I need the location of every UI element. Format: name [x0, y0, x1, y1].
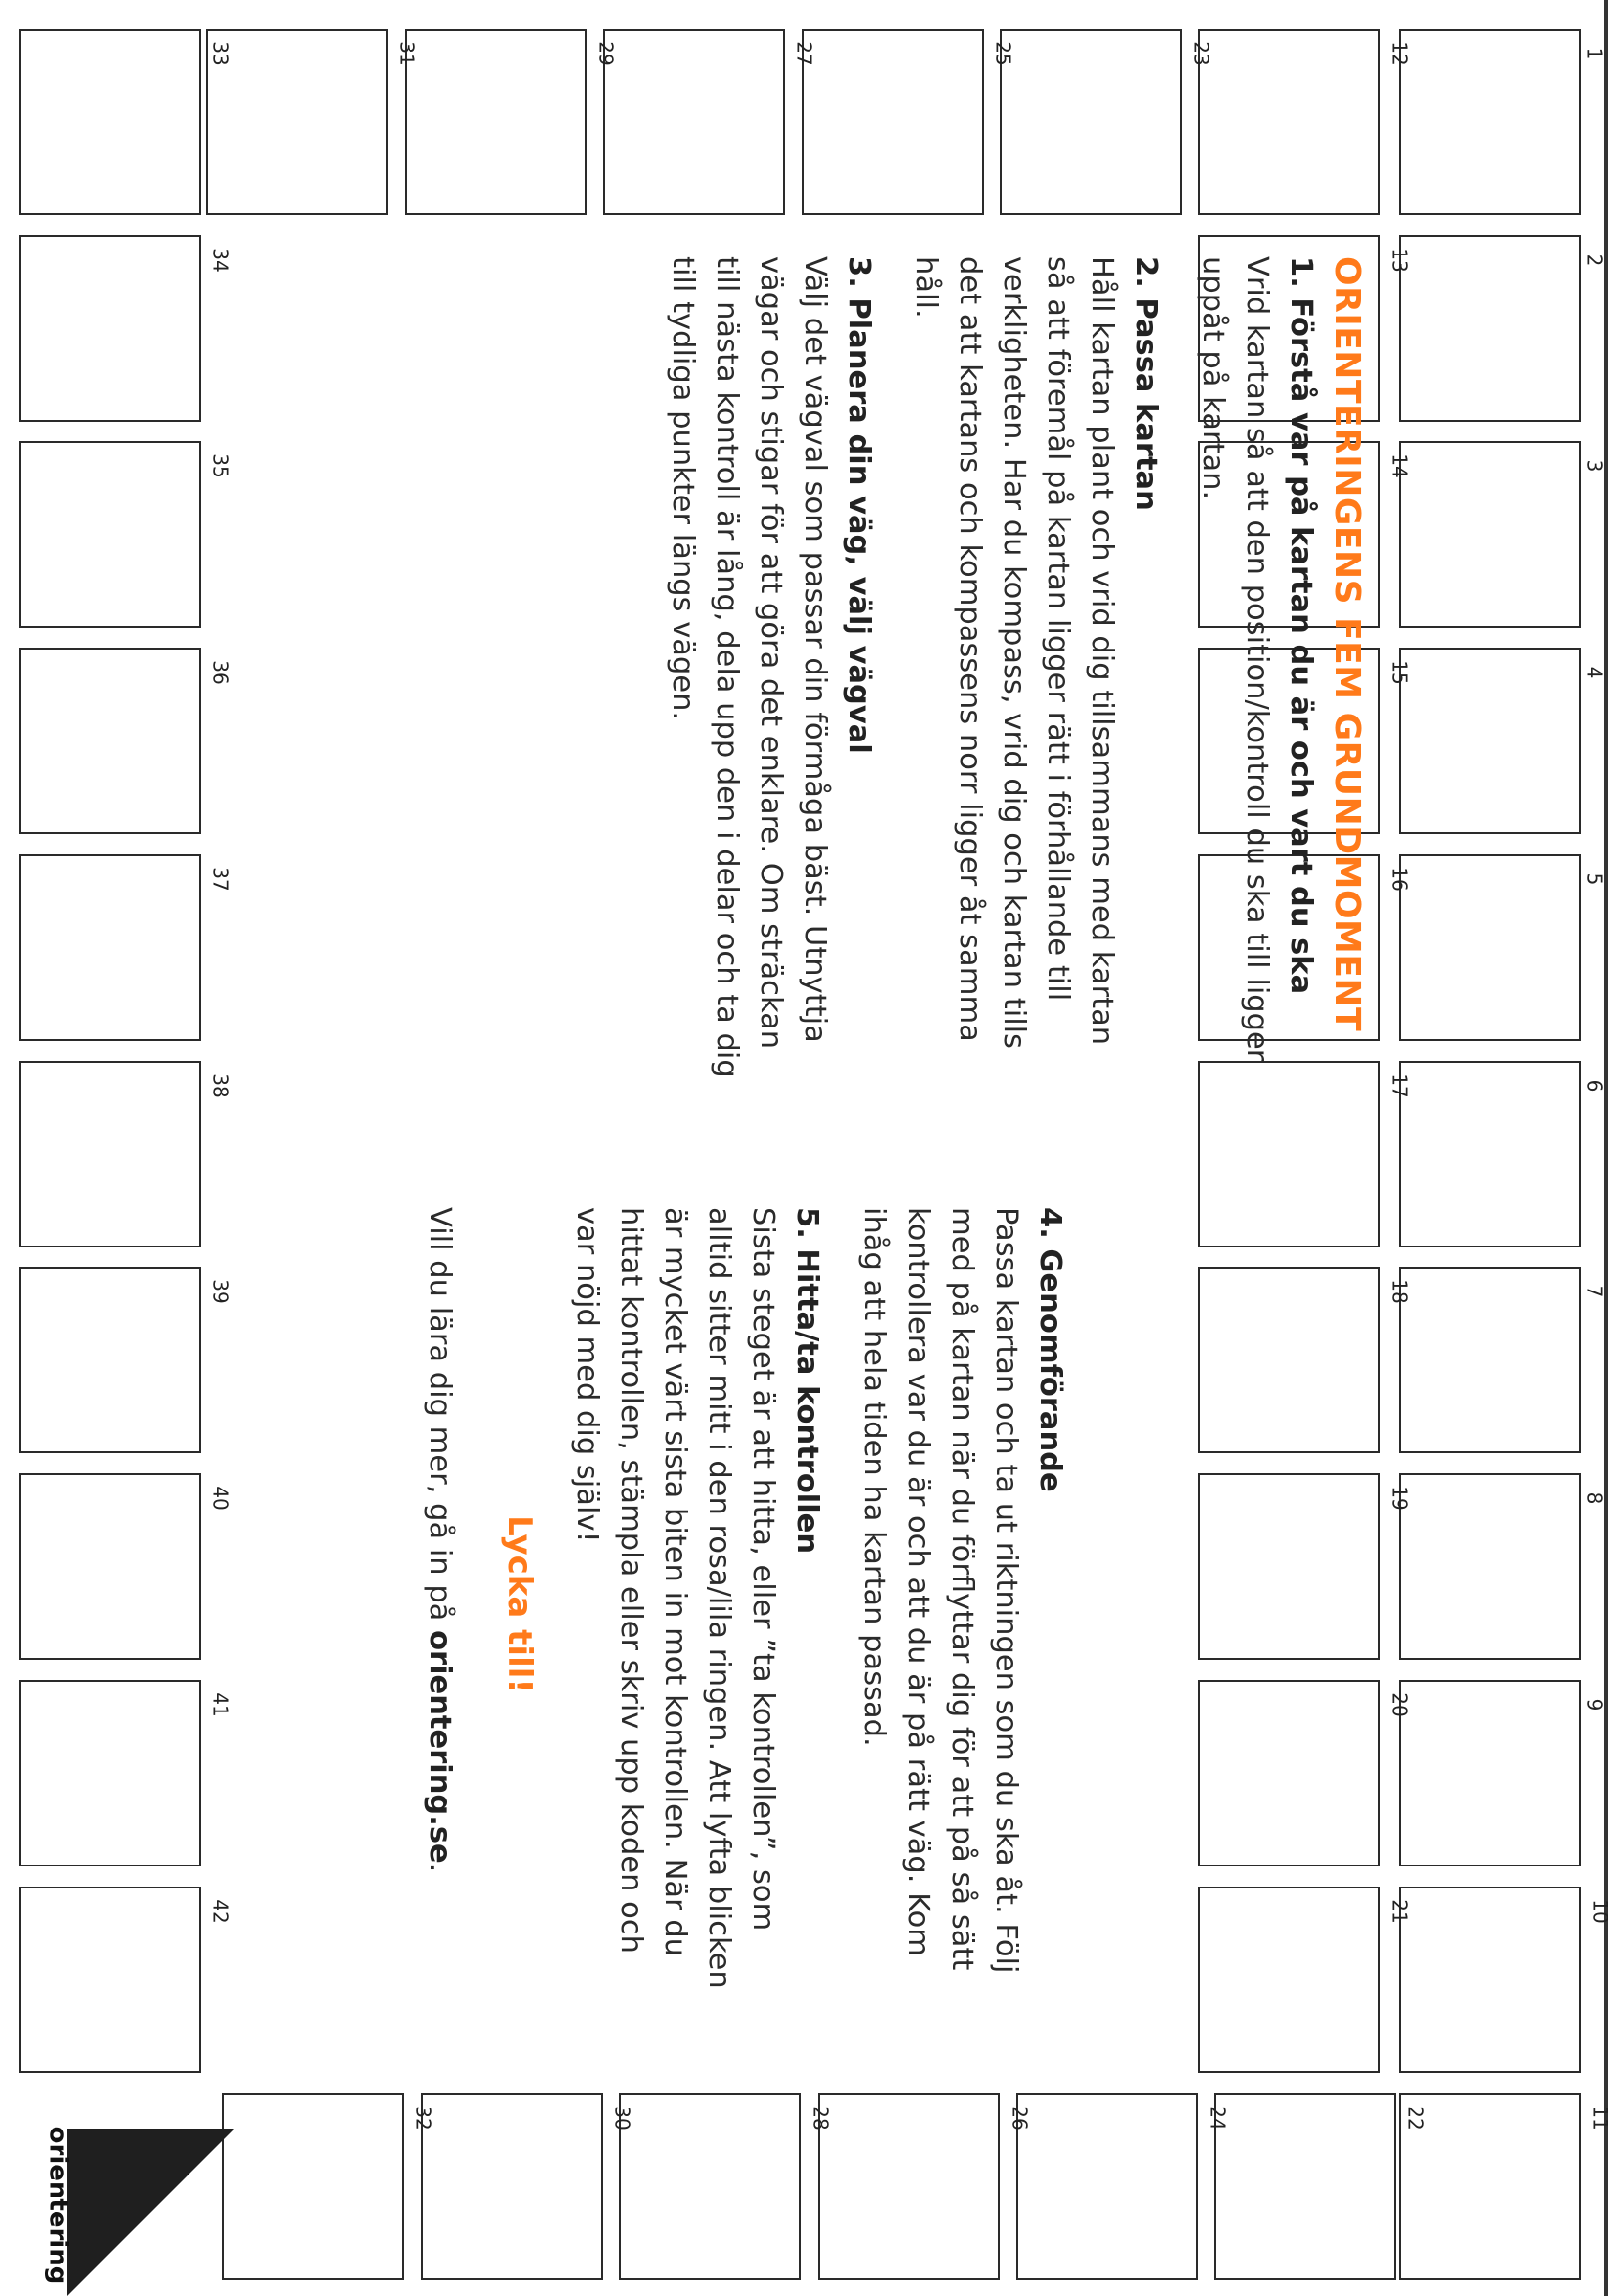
control-box-24[interactable] [1016, 2093, 1198, 2280]
section-3-heading: 3. Planera din väg, välj vägval [842, 256, 876, 754]
control-box-number: 18 [1387, 1279, 1411, 1304]
control-box-9[interactable] [1399, 1680, 1581, 1866]
control-box-number: 8 [1583, 1491, 1607, 1505]
control-box-18[interactable] [1198, 1267, 1380, 1453]
brand-triangle-icon [67, 2129, 234, 2296]
control-box-7[interactable] [1399, 1267, 1581, 1453]
control-box-number: 3 [1583, 459, 1607, 473]
control-box-number: 6 [1583, 1079, 1607, 1093]
control-box-number: 1 [1583, 47, 1607, 60]
control-box-number: 11 [1588, 2106, 1612, 2130]
control-box-34[interactable] [19, 235, 201, 422]
control-box-number: 12 [1387, 41, 1411, 66]
control-box-number: 29 [594, 41, 618, 66]
section-5-body: Sista steget är att hitta, eller ”ta kontrollen”, som alltid sitter mitt i den rosa/lila ringen. Att lyfta blicken är mycket värt sista biten in mot kontrollen. När du hittat kontrollen, stämpla eller skriv upp koden och var nöjd med dig själv! [570, 1207, 780, 1989]
control-box-31[interactable] [206, 29, 388, 215]
control-box-38[interactable] [19, 1061, 201, 1247]
control-box-number: 17 [1387, 1073, 1411, 1098]
page-title: ORIENTERINGENS FEM GRUNDMOMENT [1327, 256, 1366, 1032]
control-box-27[interactable] [603, 29, 785, 215]
control-box-12[interactable] [1198, 29, 1380, 215]
control-box-14[interactable] [1198, 441, 1380, 628]
control-box-21[interactable] [1198, 1887, 1380, 2073]
brand-logo-text: orientering [43, 2126, 73, 2285]
learn-more-prefix: Vill du lära dig mer, gå in på [423, 1207, 456, 1631]
control-box-number: 20 [1387, 1692, 1411, 1717]
control-box-3[interactable] [1399, 441, 1581, 628]
section-4-body: Passa kartan och ta ut riktningen som du ska åt. Följ med på kartan när du förflyttar dig för att på så sätt kontrollera var du är och att du är på rätt väg. Kom ihåg att hela tiden ha kartan passad. [857, 1207, 1023, 1974]
control-box-39[interactable] [19, 1267, 201, 1453]
good-luck-text: Lycka till! [500, 1515, 539, 1693]
control-box-number: 5 [1583, 872, 1607, 886]
control-box-number: 42 [209, 1899, 233, 1924]
control-box-35[interactable] [19, 441, 201, 628]
control-box-number: 19 [1387, 1486, 1411, 1511]
control-box-number: 13 [1387, 248, 1411, 273]
section-2-heading: 2. Passa kartan [1129, 256, 1163, 511]
control-box-number: 32 [411, 2106, 435, 2130]
control-box-20[interactable] [1198, 1680, 1380, 1866]
learn-more-text [417, 1207, 461, 2001]
instructions-right-column [417, 1207, 1072, 2001]
control-box-32[interactable] [222, 2093, 404, 2280]
control-box-19[interactable] [1198, 1473, 1380, 1660]
control-box-15[interactable] [1198, 648, 1380, 834]
control-box-number: 14 [1387, 453, 1411, 478]
right-edge-rule [1604, 0, 1608, 2296]
control-box-number: 35 [209, 453, 233, 478]
section-3-body: Välj det vägval som passar din förmåga bäst. Utnyttja vägar och stigar för att göra det enklare. Om sträckan till nästa kontroll är lång, dela upp den i delar och ta dig till tydliga punkter längs vägen. [666, 256, 832, 1078]
control-box-16[interactable] [1198, 854, 1380, 1041]
control-box-number: 40 [209, 1486, 233, 1511]
control-box-23[interactable] [1000, 29, 1182, 215]
control-box-number: 9 [1583, 1698, 1607, 1711]
control-box-number: 22 [1404, 2106, 1428, 2130]
control-box-8[interactable] [1399, 1473, 1581, 1660]
control-box-25[interactable] [802, 29, 984, 215]
control-box-number: 31 [395, 41, 419, 66]
control-box-5[interactable] [1399, 854, 1581, 1041]
control-box-number: 36 [209, 660, 233, 685]
control-box-number: 30 [610, 2106, 634, 2130]
control-box-1[interactable] [1399, 29, 1581, 215]
control-box-13[interactable] [1198, 235, 1380, 422]
control-box-number: 34 [209, 248, 233, 273]
learn-more-link[interactable]: orientering.se [423, 1630, 456, 1864]
control-box-number: 37 [209, 867, 233, 892]
control-box-40[interactable] [19, 1473, 201, 1660]
control-box-17[interactable] [1198, 1061, 1380, 1247]
control-box-41[interactable] [19, 1680, 201, 1866]
control-box-37[interactable] [19, 854, 201, 1041]
control-box-number: 24 [1206, 2106, 1230, 2130]
control-box-2[interactable] [1399, 235, 1581, 422]
control-box-30[interactable] [421, 2093, 603, 2280]
learn-more-suffix: . [423, 1863, 456, 1873]
control-box-number: 25 [991, 41, 1015, 66]
control-box-number: 16 [1387, 867, 1411, 892]
control-box-number: 2 [1583, 254, 1607, 267]
control-box-42[interactable] [19, 1887, 201, 2073]
section-4-heading: 4. Genomförande [1033, 1207, 1067, 1492]
control-box-4[interactable] [1399, 648, 1581, 834]
control-box-number: 21 [1387, 1899, 1411, 1924]
control-box-33[interactable] [19, 29, 201, 215]
section-1-body: Vrid kartan så att den position/kontroll du ska till ligger uppåt på kartan. [1196, 256, 1274, 1062]
control-box-36[interactable] [19, 648, 201, 834]
control-box-number: 39 [209, 1279, 233, 1304]
control-box-number: 41 [209, 1692, 233, 1717]
control-box-number: 4 [1583, 666, 1607, 679]
control-box-number: 27 [792, 41, 816, 66]
control-box-number: 7 [1583, 1285, 1607, 1298]
control-box-22[interactable] [1214, 2093, 1396, 2280]
control-box-29[interactable] [405, 29, 587, 215]
section-2-body: Håll kartan plant och vrid dig tillsammans med kartan så att föremål på kartan ligger rätt i förhållande till verkligheten. Har du kompass, vrid dig och kartan tills det att kartans och kompassens norr ligger åt samma håll. [909, 256, 1119, 1049]
control-box-6[interactable] [1399, 1061, 1581, 1247]
control-box-number: 28 [809, 2106, 832, 2130]
control-box-number: 10 [1588, 1899, 1612, 1924]
control-box-10[interactable] [1399, 1887, 1581, 2073]
control-box-number: 38 [209, 1073, 233, 1098]
control-box-number: 15 [1387, 660, 1411, 685]
section-5-heading: 5. Hitta/ta kontrollen [790, 1207, 824, 1555]
control-box-26[interactable] [818, 2093, 1000, 2280]
control-box-number: 26 [1008, 2106, 1031, 2130]
control-box-number: 33 [209, 41, 233, 66]
control-box-28[interactable] [619, 2093, 801, 2280]
section-1-heading: 1. Förstå var på kartan du är och vart du ska [1284, 256, 1318, 995]
control-box-number: 23 [1189, 41, 1213, 66]
